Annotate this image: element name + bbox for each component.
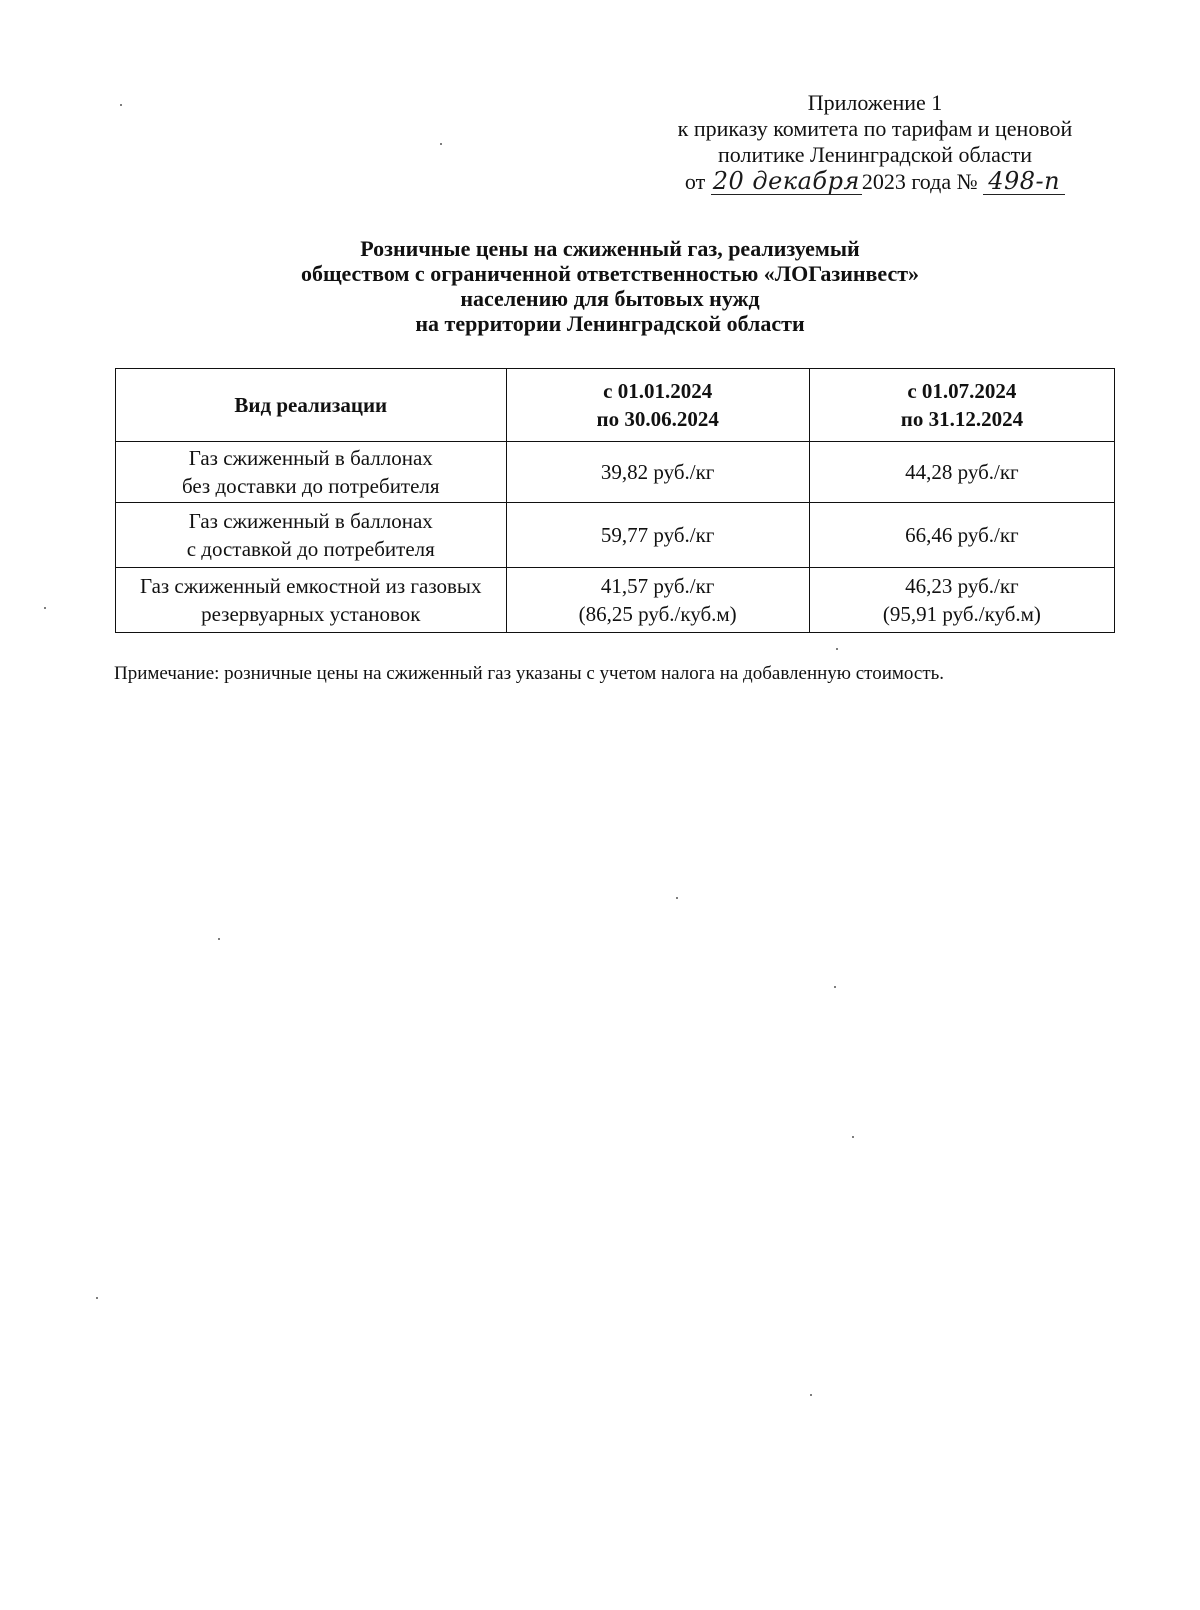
date-prefix: от: [684, 169, 706, 194]
cell-price-line: 66,46 руб./кг: [905, 523, 1019, 547]
cell-type: [116, 568, 507, 633]
scan-speck: [676, 897, 678, 899]
header-period-2: [809, 369, 1114, 442]
document-title: [160, 236, 1060, 336]
cell-price-period-2: [809, 503, 1114, 568]
table-row: [116, 503, 1115, 568]
scan-speck: [120, 104, 122, 106]
title-line-1: Розничные цены на сжиженный газ, реализуемый: [360, 236, 860, 261]
cell-price-period-2: [809, 442, 1114, 503]
scan-speck: [96, 1297, 98, 1299]
cell-price-period-1: [506, 503, 809, 568]
cell-price-period-1: [506, 442, 809, 503]
cell-price-line: 59,77 руб./кг: [600, 523, 715, 547]
scan-speck: [836, 648, 838, 650]
table-row: [116, 568, 1115, 633]
header-period-1: [506, 369, 809, 442]
cell-type: [116, 442, 507, 503]
attachment-header: [640, 90, 1110, 195]
date-year: 2023 года №: [861, 169, 978, 194]
cell-price-line: 46,23 руб./кг: [905, 574, 1019, 598]
attachment-order-line: к приказу комитета по тарифам и ценовой: [677, 116, 1073, 141]
cell-price-period-1: [506, 568, 809, 633]
price-table: [115, 368, 1115, 633]
scan-speck: [834, 986, 836, 988]
scan-speck: [852, 1136, 854, 1138]
attachment-date-line: [640, 168, 1110, 195]
handwritten-order-number: 498-п: [983, 168, 1065, 195]
cell-type-line: Газ сжиженный в баллонах: [188, 509, 433, 533]
cell-price-period-2: [809, 568, 1114, 633]
title-line-3: населению для бытовых нужд: [460, 286, 760, 311]
cell-price-volume-line: (95,91 руб./куб.м): [882, 602, 1041, 626]
cell-type: [116, 503, 507, 568]
title-line-4: на территории Ленинградской области: [415, 311, 805, 336]
attachment-committee-line: политике Ленинградской области: [717, 142, 1032, 167]
cell-type-line: резервуарных установок: [201, 602, 421, 626]
title-line-2: обществом с ограниченной ответственностью «ЛОГазинвест»: [300, 261, 920, 286]
cell-price-line: 44,28 руб./кг: [905, 460, 1019, 484]
table-row: [116, 442, 1115, 503]
header-period-2-from: с 01.07.2024: [907, 379, 1017, 403]
header-period-1-from: с 01.01.2024: [603, 379, 713, 403]
header-type: Вид реализации: [116, 369, 507, 442]
cell-type-line: Газ сжиженный емкостной из газовых: [139, 574, 482, 598]
header-period-1-to: по 30.06.2024: [596, 407, 719, 431]
cell-type-line: без доставки до потребителя: [181, 474, 440, 498]
cell-type-line: с доставкой до потребителя: [186, 537, 435, 561]
footnote: Примечание: розничные цены на сжиженный газ указаны с учетом налога на добавленную стоимость.: [114, 663, 945, 684]
scan-speck: [218, 938, 220, 940]
scan-speck: [44, 607, 46, 609]
scan-speck: [810, 1394, 812, 1396]
attachment-title: Приложение 1: [807, 90, 943, 115]
cell-type-line: Газ сжиженный в баллонах: [188, 446, 433, 470]
cell-price-line: 41,57 руб./кг: [600, 574, 715, 598]
scan-speck: [440, 143, 442, 145]
cell-price-volume-line: (86,25 руб./куб.м): [578, 602, 737, 626]
handwritten-date: 20 декабря: [712, 167, 860, 195]
header-period-2-to: по 31.12.2024: [900, 407, 1024, 431]
cell-price-line: 39,82 руб./кг: [600, 460, 715, 484]
table-header-row: [116, 369, 1115, 442]
